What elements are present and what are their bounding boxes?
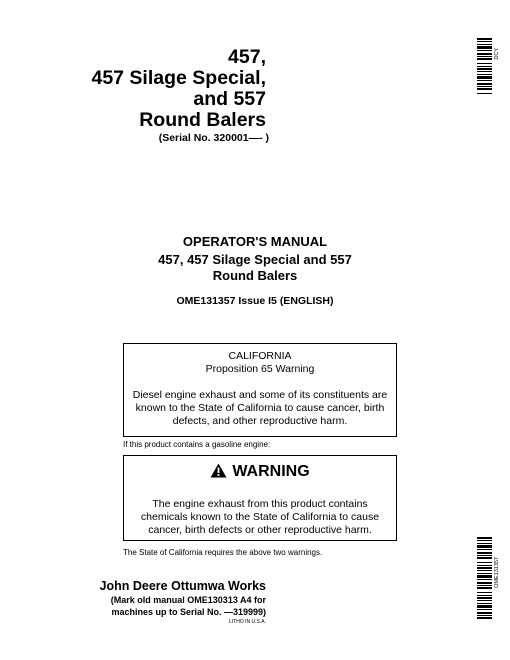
manual-heading-block (0, 234, 510, 307)
barcode-bottom (477, 537, 507, 619)
warning-label: WARNING (232, 463, 310, 480)
title-block (91, 46, 269, 144)
barcode-top (477, 38, 507, 94)
california-body: Diesel engine exhaust and some of its constituents are known to the State of California to cause cancer, birth defects, and other reproductive harm. (132, 389, 388, 427)
mark-note: machines up to Serial No. —319999) (111, 607, 266, 617)
barcode-bottom-label: OME131357 (494, 557, 500, 588)
works-name: John Deere Ottumwa Works (99, 579, 266, 593)
litho-note: LITHO IN U.S.A. (229, 619, 266, 625)
warning-box (123, 455, 397, 541)
california-heading: CALIFORNIA (228, 350, 292, 362)
manual-subtitle: 457, 457 Silage Special and 557 (158, 252, 352, 267)
title-line: 457, (228, 46, 266, 68)
manual-heading: OPERATOR'S MANUAL (182, 234, 328, 249)
gasoline-note: If this product contains a gasoline engine: (123, 440, 271, 449)
publication-number: OME131357 Issue I5 (ENGLISH) (176, 295, 334, 307)
warning-triangle-icon (210, 463, 227, 478)
barcode-icon (477, 537, 492, 619)
california-subheading: Proposition 65 Warning (205, 363, 315, 375)
footer-block (100, 579, 266, 625)
title-line: and 557 (193, 88, 266, 110)
california-prop65-box (123, 343, 397, 437)
warning-heading (124, 463, 396, 481)
barcode-top-label: DCY (494, 48, 500, 60)
title-line: Round Balers (139, 109, 266, 131)
serial-number: (Serial No. 320001—- ) (158, 132, 269, 144)
warning-body: The engine exhaust from this product contains chemicals known to the State of California to cause cancer, birth defects or other reproductive harm. (140, 498, 380, 536)
state-note: The State of California requires the above two warnings. (123, 548, 323, 557)
barcode-icon (477, 38, 492, 94)
manual-subtitle: Round Balers (212, 268, 298, 283)
title-line: 457 Silage Special, (91, 67, 266, 89)
mark-note: (Mark old manual OME130313 A4 for (110, 595, 266, 605)
